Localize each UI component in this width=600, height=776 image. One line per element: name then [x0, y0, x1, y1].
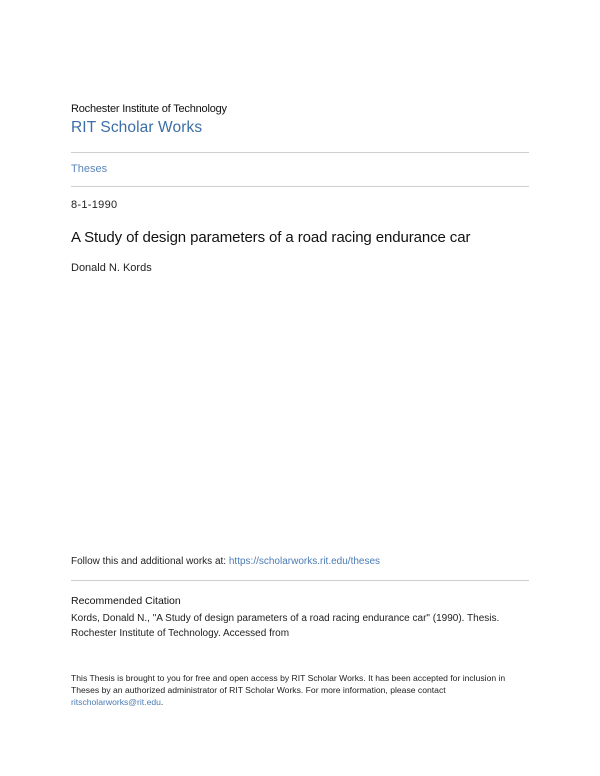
collection-link[interactable]: Theses [71, 163, 108, 175]
follow-line [71, 556, 380, 567]
access-notice-text: This Thesis is brought to you for free and open access by RIT Scholar Works. It has been accepted for inclusion in Theses by an authorized administrator of RIT Scholar Works. For more information, please contact [71, 673, 506, 695]
follow-prefix: Follow this and additional works at: [71, 556, 229, 567]
access-notice-suffix: . [160, 697, 164, 707]
citation-heading: Recommended Citation [71, 595, 181, 607]
divider [71, 186, 529, 187]
citation-body [71, 611, 531, 641]
divider [71, 580, 529, 581]
citation-line-1: Kords, Donald N., "A Study of design parameters of a road racing endurance car" (1990). Thesis. [71, 613, 500, 624]
publication-date: 8-1-1990 [71, 199, 118, 211]
theses-collection-link[interactable]: https://scholarworks.rit.edu/theses [228, 556, 381, 567]
divider [71, 152, 529, 153]
author-name: Donald N. Kords [71, 262, 152, 274]
institution-name: Rochester Institute of Technology [71, 103, 227, 115]
citation-line-2: Rochester Institute of Technology. Accessed from [71, 628, 290, 639]
access-notice [71, 672, 531, 708]
contact-email-link[interactable]: ritscholarworks@rit.edu [71, 697, 161, 707]
document-title: A Study of design parameters of a road racing endurance car [71, 229, 471, 246]
repository-title-link[interactable]: RIT Scholar Works [71, 119, 203, 136]
